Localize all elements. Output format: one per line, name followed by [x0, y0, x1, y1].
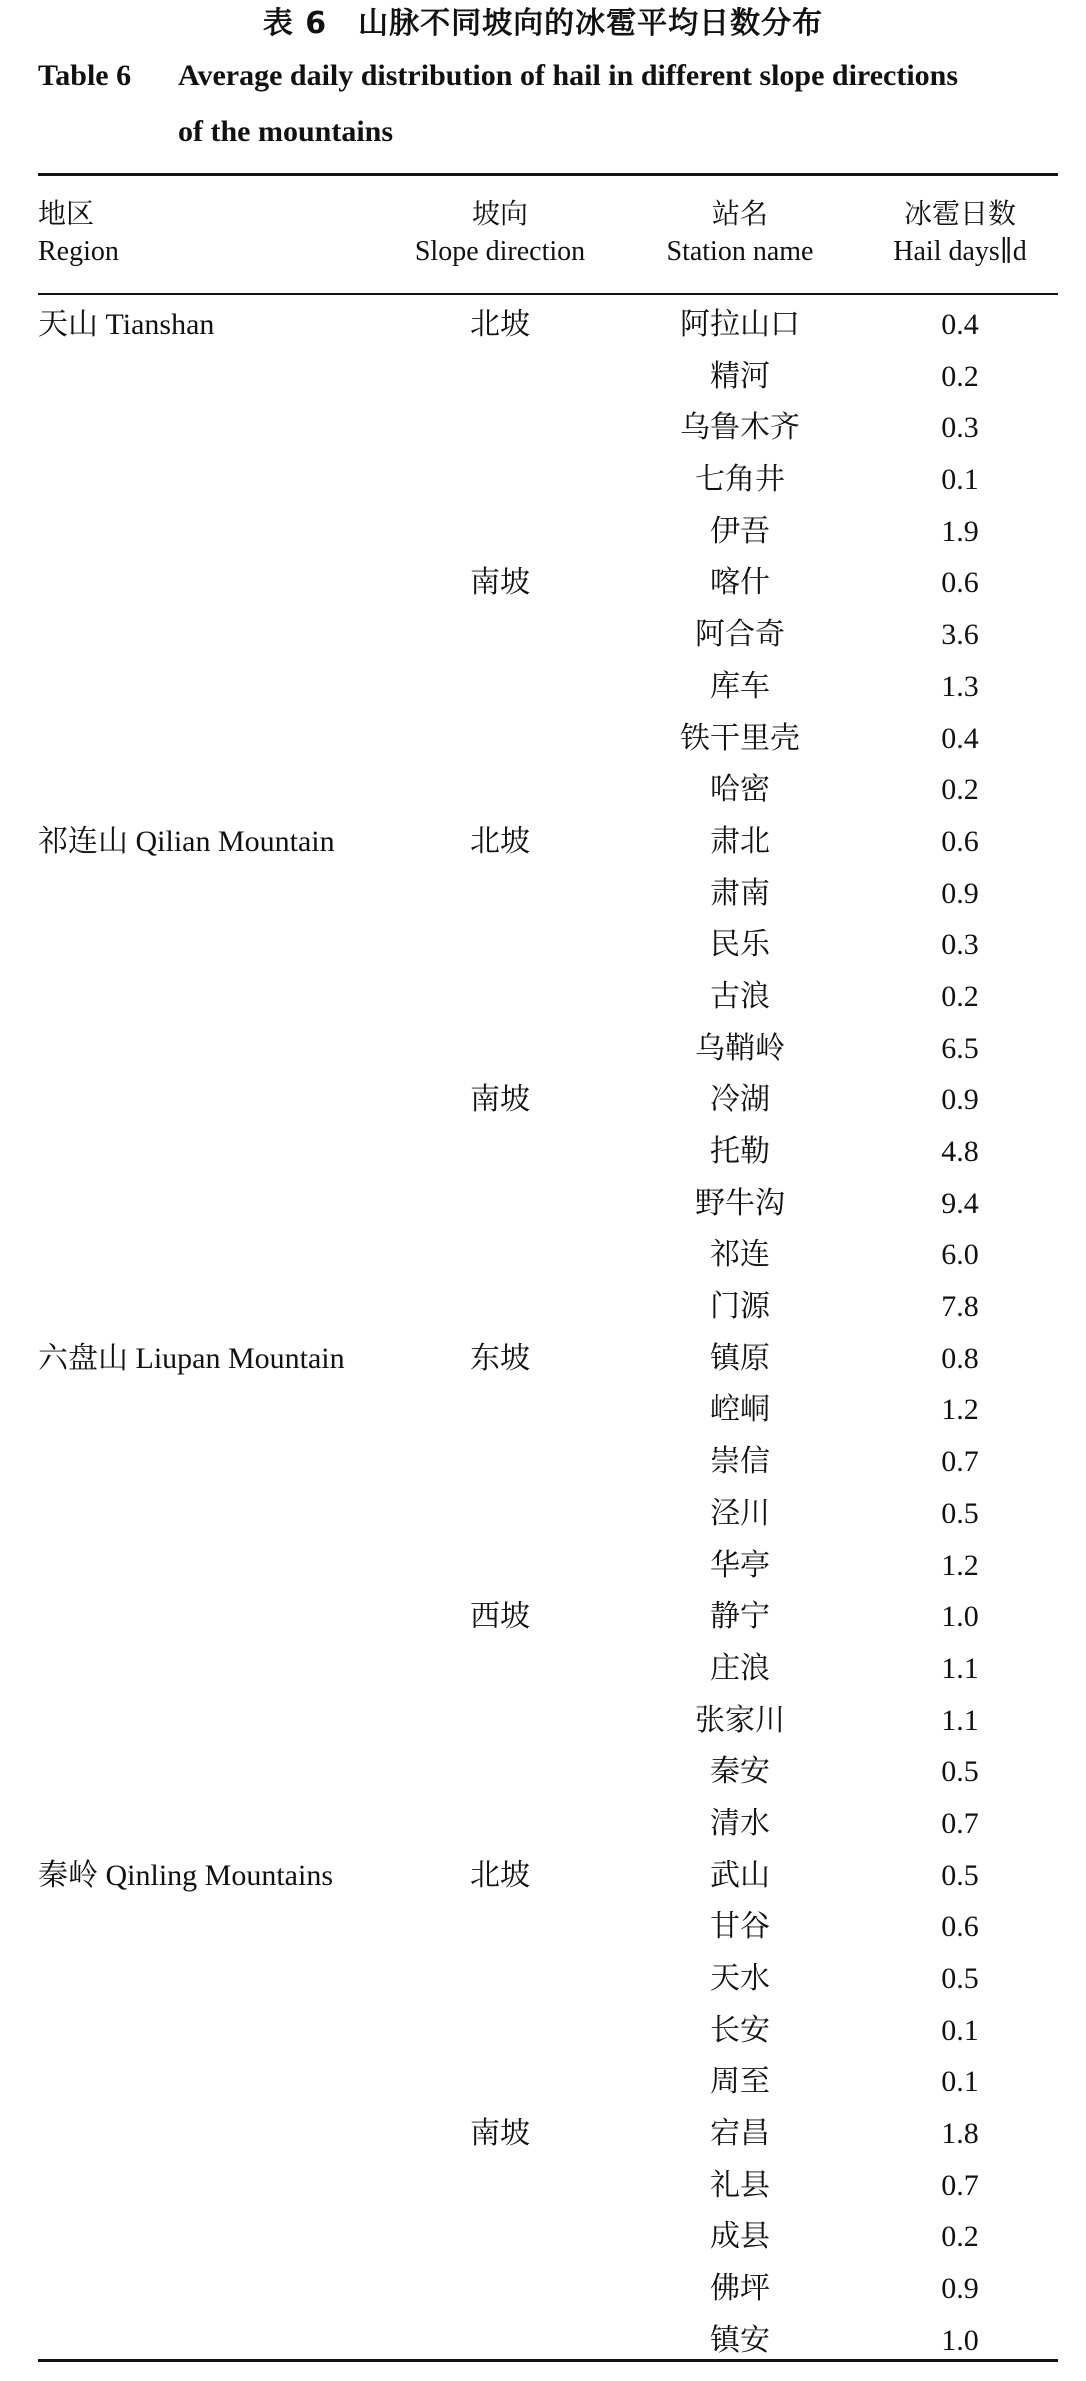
table-row: [0, 299, 1086, 351]
table-row: [0, 557, 1086, 609]
hail-days-cell: 0.6: [941, 824, 979, 858]
station-cell: 宕昌: [710, 2117, 770, 2151]
header-slope-cn: 坡向: [471, 199, 528, 230]
hail-days-cell: 0.3: [941, 928, 979, 962]
hail-days-cell: 0.3: [941, 411, 979, 445]
slope-cell: 北坡: [470, 1858, 530, 1892]
header-hail-en: Hail days∥d: [893, 236, 1027, 267]
hail-days-cell: 1.1: [941, 1703, 979, 1737]
slope-cell: 北坡: [470, 824, 530, 858]
station-cell: 礼县: [710, 2168, 770, 2202]
table-row: [0, 1229, 1086, 1281]
table-row: [0, 1384, 1086, 1436]
hail-days-cell: 0.5: [941, 1755, 979, 1789]
station-cell: 泾川: [710, 1496, 770, 1530]
table-row: [0, 1953, 1086, 2005]
hail-days-cell: 1.1: [941, 1651, 979, 1685]
hail-days-cell: 1.0: [941, 2323, 979, 2357]
hail-days-cell: 0.7: [941, 1445, 979, 1479]
station-cell: 托勒: [710, 1135, 770, 1168]
header-slope-en: Slope direction: [414, 236, 586, 267]
table-title-line-2: of the mountains: [178, 115, 394, 148]
header-hail-days: [860, 196, 1060, 270]
table-row: [0, 2211, 1086, 2263]
station-cell: 库车: [710, 669, 770, 703]
slope-cell: 南坡: [470, 566, 530, 600]
hail-days-cell: 0.8: [941, 1341, 979, 1375]
hail-days-cell: 0.2: [941, 2220, 979, 2254]
station-cell: 伊吾: [710, 514, 770, 548]
table-bottom-rule: [38, 2359, 1058, 2362]
hail-days-cell: 4.8: [941, 1135, 979, 1168]
station-cell: 铁干里壳: [680, 721, 800, 755]
table-body: [0, 299, 1086, 2367]
header-slope: [400, 196, 600, 270]
hail-days-cell: 0.6: [941, 566, 979, 600]
station-cell: 肃北: [710, 824, 770, 858]
hail-days-cell: 0.9: [941, 2272, 979, 2306]
header-region-en: Region: [38, 236, 119, 267]
station-cell: 崇信: [710, 1445, 770, 1479]
station-cell: 秦安: [710, 1755, 770, 1789]
slope-cell: 南坡: [470, 1083, 530, 1117]
station-cell: 崆峒: [710, 1393, 770, 1427]
table-row: [0, 1540, 1086, 1592]
hail-days-cell: 0.2: [941, 979, 979, 1013]
region-cell: 六盘山 Liupan Mountain: [38, 1341, 345, 1375]
hail-days-cell: 0.4: [941, 308, 979, 341]
table-row: [0, 506, 1086, 558]
region-cell: 祁连山 Qilian Mountain: [38, 824, 335, 858]
table-row: [0, 1695, 1086, 1747]
station-cell: 冷湖: [710, 1083, 770, 1117]
region-cell: 天山 Tianshan: [38, 308, 215, 341]
table-row: [0, 1591, 1086, 1643]
station-cell: 民乐: [710, 928, 770, 962]
header-region: [38, 196, 119, 270]
table-row: [0, 1436, 1086, 1488]
hail-days-cell: 0.7: [941, 1806, 979, 1840]
table-row: [0, 1488, 1086, 1540]
station-cell: 成县: [710, 2220, 770, 2254]
hail-days-cell: 0.2: [941, 359, 979, 393]
header-region-cn: 地区: [38, 199, 95, 230]
hail-days-cell: 0.6: [941, 1910, 979, 1944]
station-cell: 庄浪: [710, 1651, 770, 1685]
slope-cell: 北坡: [470, 308, 530, 341]
station-cell: 周至: [710, 2065, 770, 2099]
table-row: [0, 2160, 1086, 2212]
table-row: [0, 2263, 1086, 2315]
table-number: Table 6: [38, 59, 132, 92]
table-row: [0, 351, 1086, 403]
hail-days-cell: 6.0: [941, 1238, 979, 1272]
station-cell: 肃南: [710, 876, 770, 910]
station-cell: 清水: [710, 1806, 770, 1840]
table-row: [0, 1333, 1086, 1385]
table-row: [0, 402, 1086, 454]
hail-days-cell: 0.9: [941, 1083, 979, 1117]
station-cell: 天水: [710, 1962, 770, 1995]
station-cell: 乌鲁木齐: [680, 411, 800, 445]
station-cell: 长安: [710, 2013, 770, 2047]
hail-days-cell: 1.0: [941, 1600, 979, 1634]
table-title-line-1: Average daily distribution of hail in different slope directions: [178, 59, 959, 92]
hail-days-cell: 0.5: [941, 1858, 979, 1892]
slope-cell: 南坡: [470, 2117, 530, 2151]
hail-days-cell: 9.4: [941, 1186, 979, 1220]
hail-days-cell: 0.5: [941, 1496, 979, 1530]
table-row: [0, 1798, 1086, 1850]
hail-days-cell: 1.3: [941, 669, 979, 703]
table-row: [0, 868, 1086, 920]
table-row: [0, 1178, 1086, 1230]
hail-days-cell: 7.8: [941, 1290, 979, 1324]
station-cell: 佛坪: [710, 2272, 770, 2306]
hail-days-cell: 0.1: [941, 463, 979, 497]
table-row: [0, 1074, 1086, 1126]
header-station: [640, 196, 840, 270]
hail-days-cell: 0.7: [941, 2168, 979, 2202]
table-row: [0, 971, 1086, 1023]
station-cell: 镇安: [710, 2323, 770, 2357]
table-top-rule: [38, 173, 1058, 176]
slope-cell: 西坡: [470, 1600, 530, 1634]
table-row: [0, 713, 1086, 765]
station-cell: 祁连: [710, 1238, 770, 1272]
header-station-cn: 站名: [711, 199, 768, 230]
table-row: [0, 816, 1086, 868]
table-row: [0, 2005, 1086, 2057]
station-cell: 华亭: [710, 1548, 770, 1582]
hail-days-cell: 1.2: [941, 1548, 979, 1582]
station-cell: 古浪: [710, 979, 770, 1013]
station-cell: 阿拉山口: [680, 308, 800, 341]
table-row: [0, 1126, 1086, 1178]
table-row: [0, 1746, 1086, 1798]
hail-days-cell: 0.9: [941, 876, 979, 910]
table-row: [0, 609, 1086, 661]
hail-days-cell: 0.1: [941, 2065, 979, 2099]
table-row: [0, 1850, 1086, 1902]
table-row: [0, 661, 1086, 713]
station-cell: 阿合奇: [695, 618, 785, 652]
table-row: [0, 1023, 1086, 1075]
hail-days-cell: 0.1: [941, 2013, 979, 2047]
station-cell: 甘谷: [710, 1910, 770, 1944]
hail-days-cell: 0.2: [941, 773, 979, 807]
header-station-en: Station name: [666, 236, 814, 267]
table-caption-cn: 表 6 山脉不同坡向的冰雹平均日数分布: [262, 6, 824, 41]
table-row: [0, 1281, 1086, 1333]
station-cell: 门源: [710, 1290, 770, 1324]
station-cell: 武山: [710, 1858, 770, 1892]
station-cell: 野牛沟: [695, 1186, 785, 1220]
station-cell: 张家川: [695, 1703, 785, 1737]
table-row: [0, 454, 1086, 506]
hail-days-cell: 3.6: [941, 618, 979, 652]
table-row: [0, 1901, 1086, 1953]
station-cell: 七角井: [695, 463, 785, 497]
table-row: [0, 1643, 1086, 1695]
station-cell: 静宁: [710, 1600, 770, 1634]
slope-cell: 东坡: [470, 1341, 530, 1375]
table-row: [0, 2108, 1086, 2160]
table-header-rule: [38, 293, 1058, 295]
hail-days-cell: 1.9: [941, 514, 979, 548]
station-cell: 乌鞘岭: [695, 1031, 785, 1065]
table-row: [0, 764, 1086, 816]
table-row: [0, 2056, 1086, 2108]
hail-days-cell: 1.8: [941, 2117, 979, 2151]
station-cell: 哈密: [710, 773, 770, 807]
header-hail-cn: 冰雹日数: [903, 199, 1016, 230]
station-cell: 精河: [710, 359, 770, 393]
station-cell: 喀什: [710, 566, 770, 600]
region-cell: 秦岭 Qinling Mountains: [38, 1858, 334, 1892]
hail-days-cell: 1.2: [941, 1393, 979, 1427]
hail-days-cell: 0.4: [941, 721, 979, 755]
table-row: [0, 919, 1086, 971]
hail-days-cell: 6.5: [941, 1031, 979, 1065]
station-cell: 镇原: [710, 1341, 770, 1375]
hail-days-cell: 0.5: [941, 1962, 979, 1995]
